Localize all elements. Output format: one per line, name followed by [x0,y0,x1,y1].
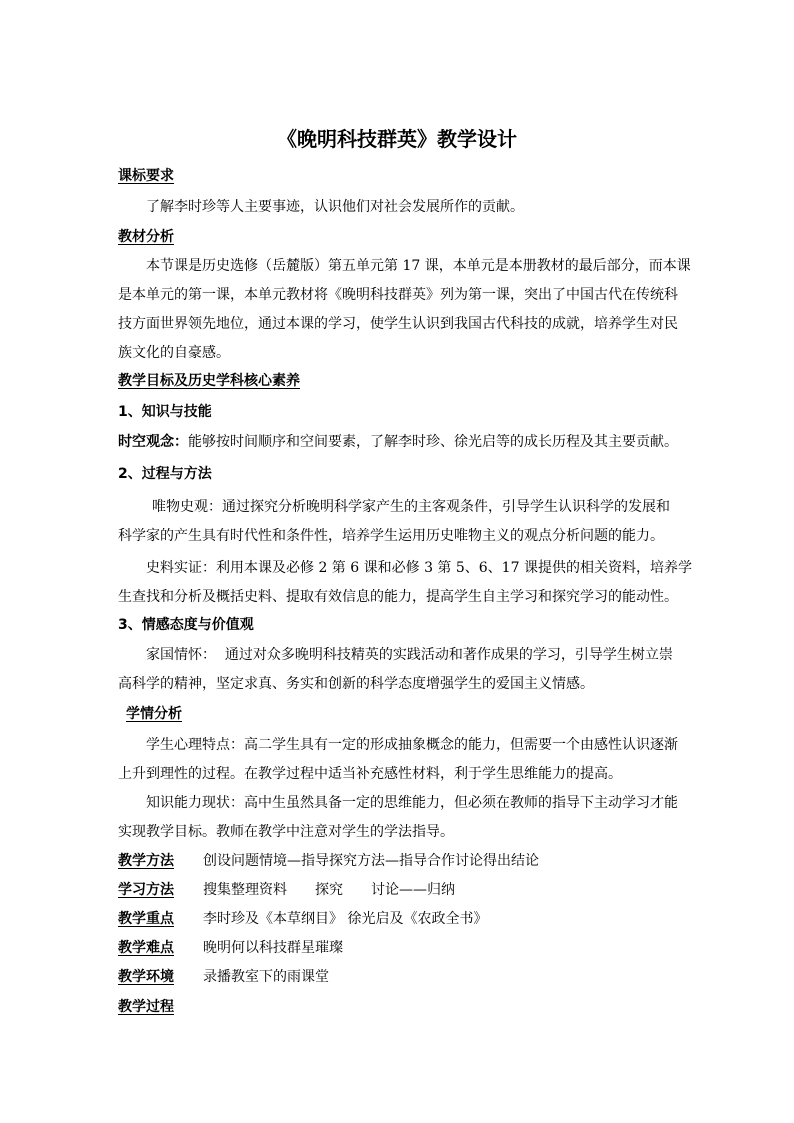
item-text: 能够按时间顺序和空间要素，了解李时珍、徐光启等的成长历程及其主要贡献。 [188,434,678,450]
learner-item [146,793,678,813]
item-text: 高科学的精神，坚定求真、务实和创新的科学态度增强学生的爱国主义情感。 [118,676,594,692]
info-row-learning [118,880,455,900]
info-row-difficulty [118,938,343,958]
objective-item [152,497,670,517]
info-row-environment [118,967,329,987]
row-label: 教学环境 [118,969,174,985]
item-label: 唯物史观： [152,499,222,515]
objectives-heading: 教学目标及历史学科核心素养 [118,373,300,389]
textbook-heading: 教材分析 [118,229,174,245]
row-value: 李时珍及《本草纲目》 徐光启及《农政全书》 [203,911,488,927]
row-label: 教学难点 [118,940,174,956]
row-label: 学习方法 [118,882,174,898]
item-text: 生查找和分析及概括史料、提取有效信息的能力，提高学生自主学习和探究学习的能动性。 [118,589,678,605]
row-label: 教学方法 [118,853,174,869]
row-value: 晚明何以科技群星璀璨 [203,940,343,956]
textbook-line: 本节课是历史选修（岳麓版）第五单元第 17 课，本单元是本册教材的最后部分，而本课 [146,258,691,274]
item-text: 通过探究分析晚明科学家产生的主客观条件，引导学生认识科学的发展和 [222,499,670,515]
document-title: 《晚明科技群英》教学设计 [277,127,517,151]
textbook-line: 技方面世界领先地位，通过本课的学习，使学生认识到我国古代科技的成就，培养学生对民 [118,316,678,332]
textbook-line: 族文化的自豪感。 [118,345,230,361]
item-text: 实现教学目标。教师在教学中注意对学生的学法指导。 [118,824,454,840]
item-label: 史料实证： [146,560,216,576]
row-value: 创设问题情境—指导探究方法—指导合作讨论得出结论 [203,853,539,869]
info-row-key [118,909,487,929]
process-heading: 教学过程 [118,999,174,1015]
section-title: 3、情感态度与价值观 [118,617,254,633]
objective-item [118,432,678,452]
item-label: 家国情怀： [146,647,216,663]
learner-item [146,735,678,755]
row-label: 教学重点 [118,911,174,927]
objective-item [146,645,673,665]
item-label: 知识能力现状： [146,795,244,811]
learners-heading: 学情分析 [126,706,182,722]
row-value: 搜集整理资料 探究 讨论——归纳 [203,882,455,898]
section-title: 1、知识与技能 [118,404,212,420]
item-text: 通过对众多晚明科技精英的实践活动和著作成果的学习，引导学生树立崇 [216,647,673,663]
textbook-line: 是本单元的第一课，本单元教材将《晚明科技群英》列为第一课，突出了中国古代在传统科 [118,287,678,303]
item-label: 学生心理特点： [146,737,244,753]
item-text: 科学家的产生具有时代性和条件性，培养学生运用历史唯物主义的观点分析问题的能力。 [118,528,664,544]
item-label: 时空观念： [118,434,188,450]
standard-text: 了解李时珍等人主要事迹，认识他们对社会发展所作的贡献。 [146,199,524,215]
row-value: 录播教室下的雨课堂 [203,969,329,985]
section-title: 2、过程与方法 [118,466,212,482]
item-text: 利用本课及必修 2 第 6 课和必修 3 第 5、6、17 课提供的相关资料，培养学 [216,560,692,576]
item-text: 高中生虽然具备一定的思维能力，但必须在教师的指导下主动学习才能 [244,795,678,811]
objective-item [146,558,692,578]
standard-heading: 课标要求 [118,168,174,184]
item-text: 上升到理性的过程。在教学过程中适当补充感性材料，利于学生思维能力的提高。 [118,766,622,782]
item-text: 高二学生具有一定的形成抽象概念的能力，但需要一个由感性认识逐渐 [244,737,678,753]
info-row-method [118,851,539,871]
